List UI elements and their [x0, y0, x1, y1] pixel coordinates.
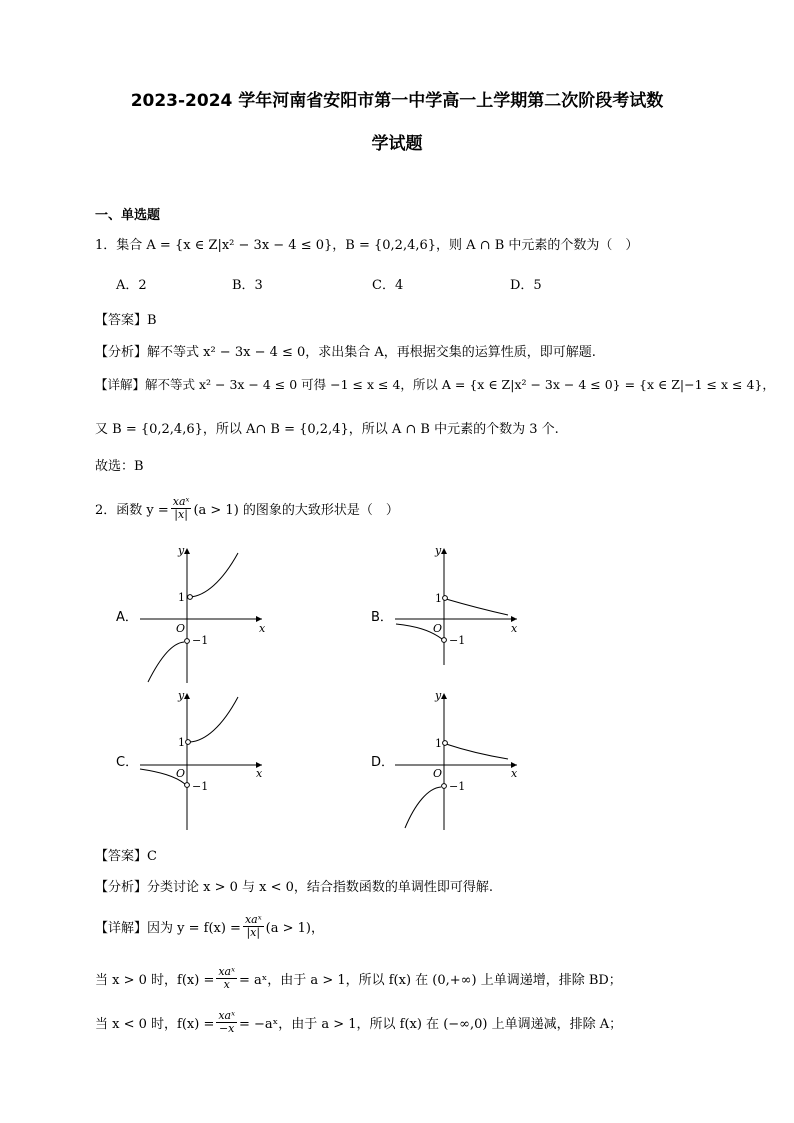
graph-a-tick-1: 1 — [178, 591, 185, 604]
q2-stem-post: (a > 1) 的图象的大致形状是（ ） — [193, 503, 399, 518]
graph-c-origin-label: O — [176, 767, 186, 780]
q2-detail-pre: 【详解】因为 y = f(x) = — [95, 921, 241, 936]
q1-option-d: D．5 — [510, 278, 542, 293]
graph-d-y-label: y — [435, 689, 442, 702]
q2-detail-post: (a > 1)， — [265, 921, 324, 936]
graph-c-y-label: y — [178, 689, 185, 702]
graph-b-tick-neg1: −1 — [449, 634, 466, 647]
q1-option-a: A．2 — [116, 278, 147, 293]
q2-case-positive — [95, 966, 622, 991]
graph-d-tick-1: 1 — [435, 737, 442, 750]
graph-c-tick-1: 1 — [178, 736, 185, 749]
graph-b-y-label: y — [435, 544, 442, 557]
graph-a — [116, 544, 266, 683]
page-title-line2: 学试题 — [371, 134, 423, 154]
q2-detail-numerator: xaˣ — [244, 913, 262, 926]
graph-b-tick-1: 1 — [435, 592, 442, 605]
graph-a-label: A． — [116, 610, 138, 625]
graph-a-x-label: x — [259, 622, 266, 635]
graph-a-origin-label: O — [176, 622, 186, 635]
graph-c-tick-neg1: −1 — [192, 780, 209, 793]
q1-analysis: 【分析】解不等式 x² − 3x − 4 ≤ 0，求出集合 A，再根据交集的运算性质，即可解题. — [95, 345, 596, 360]
q2-case1-post: = aˣ，由于 a > 1，所以 f(x) 在 (0,+∞) 上单调递增，排除 BD； — [239, 973, 622, 988]
q2-case1-denominator: x — [223, 978, 230, 991]
q2-case2-numerator: xaˣ — [218, 1009, 236, 1022]
graph-c — [116, 689, 263, 830]
q1-conclusion: 故选：B — [95, 459, 144, 474]
q2-stem-numerator: xaˣ — [172, 495, 190, 508]
q2-stem-denominator: |x| — [174, 508, 188, 521]
q2-stem-fraction — [171, 496, 192, 521]
page-title-line1: 2023-2024 学年河南省安阳市第一中学高一上学期第二次阶段考试数 — [130, 91, 664, 111]
q2-case1-fraction — [216, 966, 237, 991]
q1-detail-line2: 又 B = {0,2,4,6}，所以 A∩ B = {0,2,4}，所以 A ∩ B 中元素的个数为 3 个. — [95, 422, 559, 437]
q2-detail-fraction — [243, 914, 264, 939]
graph-a-tick-neg1: −1 — [192, 634, 209, 647]
graph-d-label: D． — [371, 755, 395, 770]
q2-case2-post: = −aˣ，由于 a > 1，所以 f(x) 在 (−∞,0) 上单调递减，排除 A； — [239, 1017, 623, 1032]
q2-detail-denominator: |x| — [246, 926, 261, 939]
graph-d-tick-neg1: −1 — [449, 780, 466, 793]
q2-case1-pre: 当 x > 0 时，f(x) = — [95, 973, 215, 988]
graph-b-origin-label: O — [433, 622, 443, 635]
q1-answer: 【答案】B — [95, 313, 157, 328]
graph-d-x-label: x — [511, 767, 518, 780]
graph-a-y-label: y — [178, 544, 185, 557]
q2-graphs — [0, 540, 794, 835]
q2-case2-pre: 当 x < 0 时，f(x) = — [95, 1017, 215, 1032]
q2-analysis: 【分析】分类讨论 x > 0 与 x < 0，结合指数函数的单调性即可得解. — [95, 880, 494, 895]
q1-stem: 1．集合 A = {x ∈ Z|x² − 3x − 4 ≤ 0}，B = {0,2,4,6}，则 A ∩ B 中元素的个数为（ ） — [95, 238, 639, 253]
graph-d — [371, 689, 518, 830]
graph-b — [371, 544, 518, 665]
q2-stem-pre: 2．函数 y = — [95, 503, 169, 518]
graph-d-origin-label: O — [433, 767, 443, 780]
q2-case2-denominator: −x — [218, 1022, 235, 1035]
q2-case-negative — [95, 1010, 622, 1035]
graph-c-label: C． — [116, 755, 139, 770]
q2-case1-numerator: xaˣ — [218, 965, 236, 978]
q2-detail — [95, 914, 324, 939]
q1-detail-line1: 【详解】解不等式 x² − 3x − 4 ≤ 0 可得 −1 ≤ x ≤ 4，所以 A = {x ∈ Z|x² − 3x − 4 ≤ 0} = {x ∈ Z|−1 ≤ x ≤ 4}， — [95, 377, 775, 392]
q2-stem — [95, 496, 399, 521]
graph-c-x-label: x — [256, 767, 263, 780]
q2-answer: 【答案】C — [95, 849, 157, 864]
section-heading: 一、单选题 — [95, 208, 161, 223]
q1-option-b: B．3 — [232, 278, 263, 293]
q1-option-c: C．4 — [372, 278, 404, 293]
q2-case2-fraction — [216, 1010, 237, 1035]
graph-b-x-label: x — [511, 622, 518, 635]
graph-b-label: B． — [371, 610, 393, 625]
